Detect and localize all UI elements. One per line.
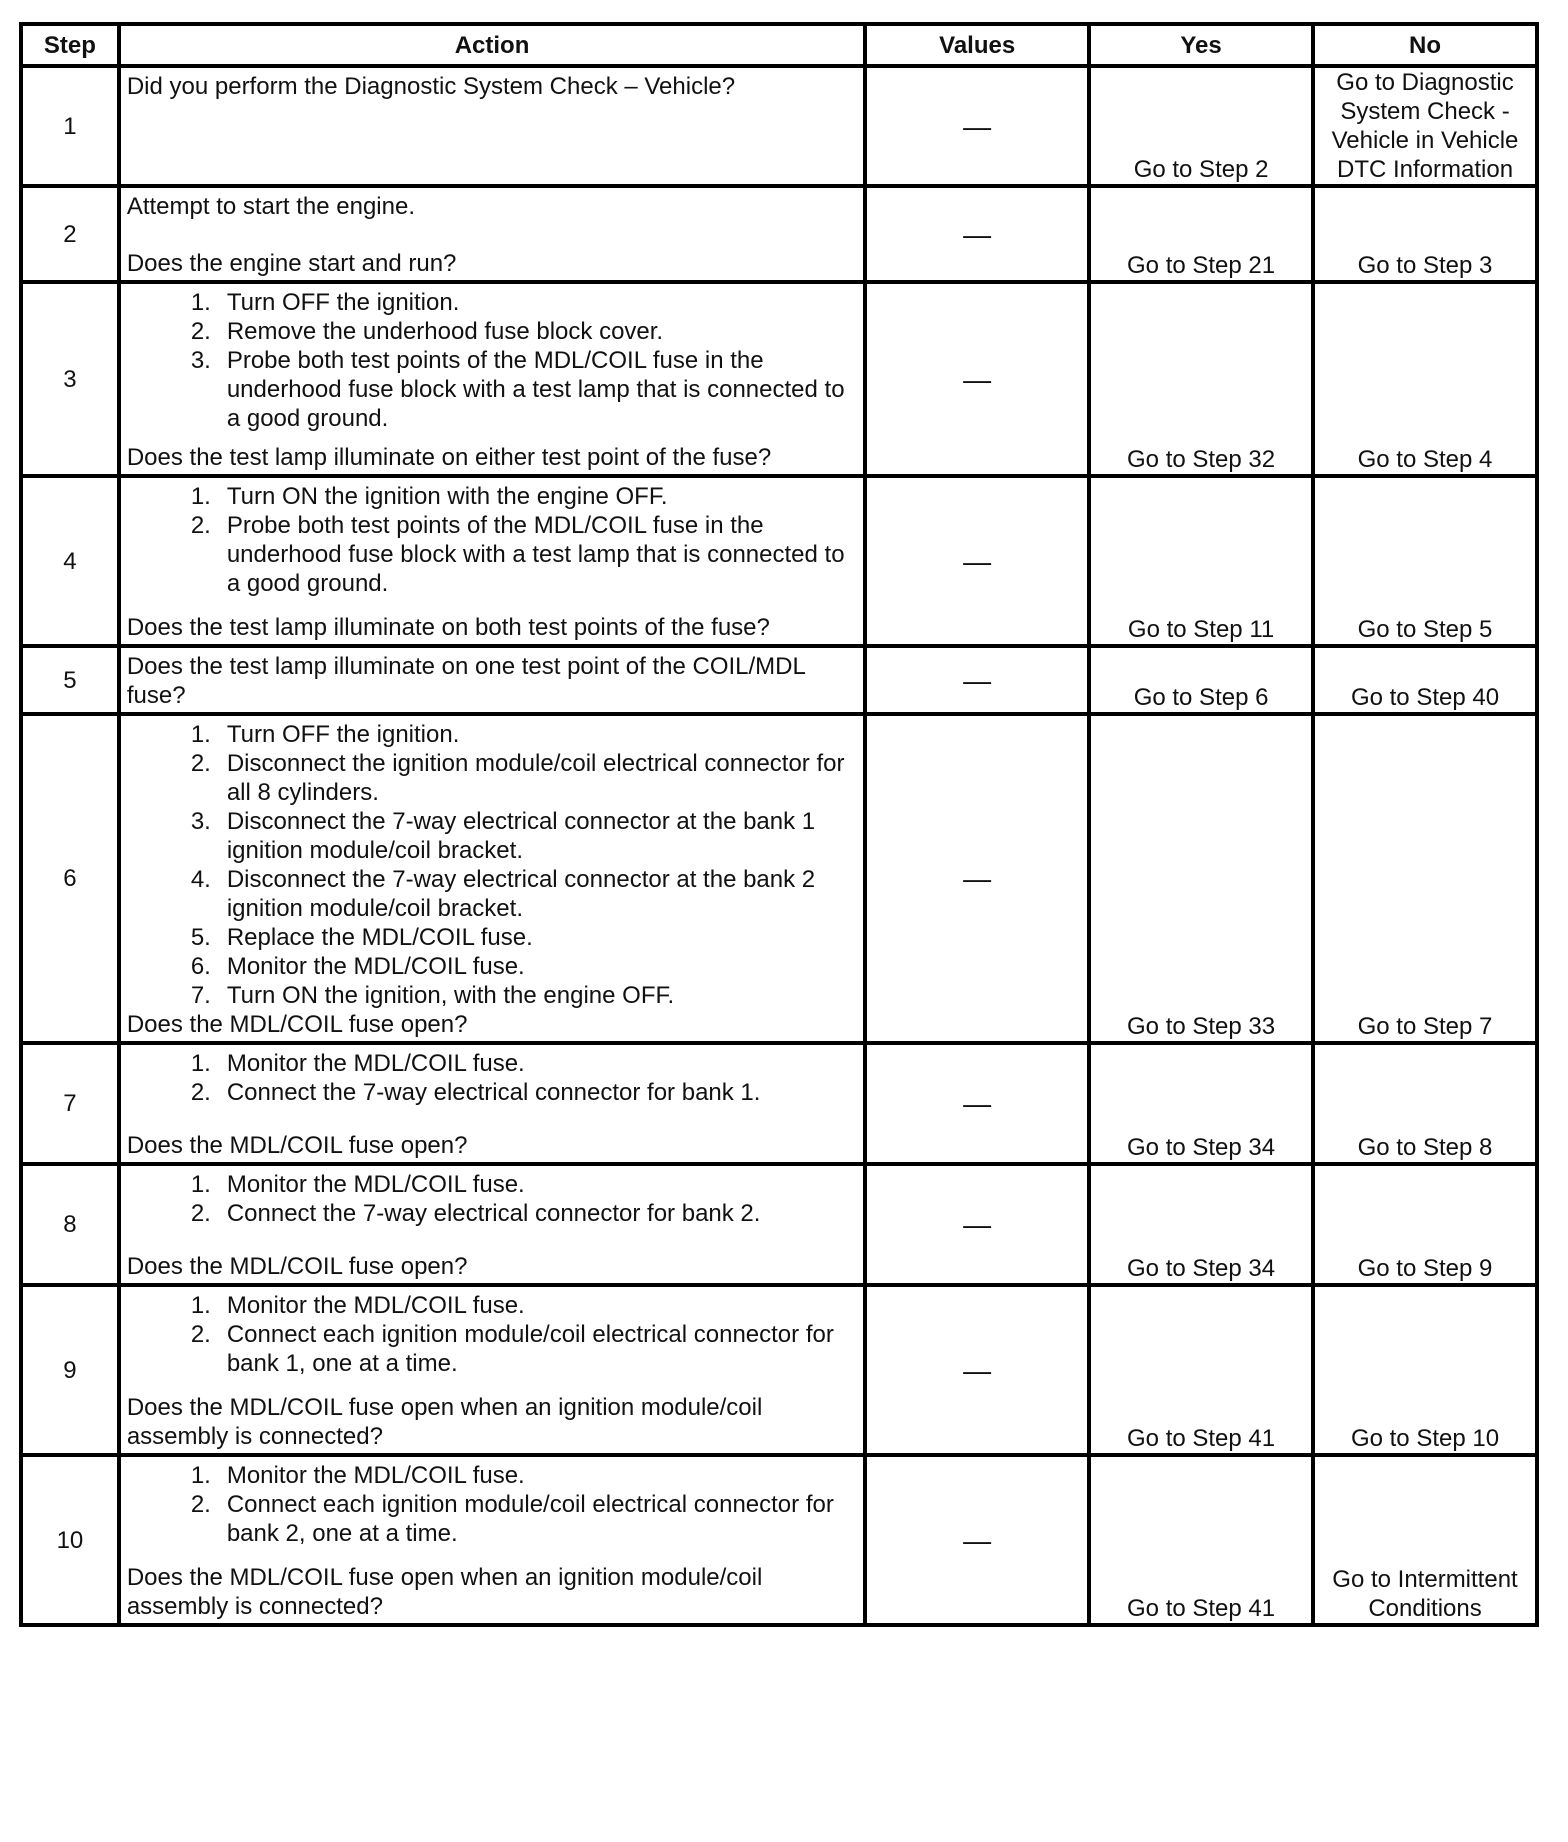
substep-item xyxy=(127,288,857,317)
values-cell: — xyxy=(865,282,1089,476)
substep-item xyxy=(127,511,857,598)
substep-number: 1. xyxy=(190,289,211,316)
yes-result: Go to Step 34 xyxy=(1089,1043,1313,1164)
substep-text: Turn OFF the ignition. xyxy=(226,721,460,748)
action-instructions xyxy=(127,1461,857,1548)
substep-number: 2. xyxy=(190,512,211,539)
action-question: Did you perform the Diagnostic System Check – Vehicle? xyxy=(126,73,736,100)
action-instructions xyxy=(127,482,857,598)
yes-result: Go to Step 41 xyxy=(1089,1285,1313,1455)
step-number: 4 xyxy=(21,476,119,646)
header-step: Step xyxy=(21,24,119,66)
substep-text: Disconnect the 7-way electrical connector at the bank 1 ignition module/coil bracket. xyxy=(226,808,816,864)
no-result: Go to Step 3 xyxy=(1313,186,1537,282)
substep-text: Connect the 7-way electrical connector for bank 2. xyxy=(226,1200,761,1227)
table-row xyxy=(21,476,1537,646)
substep-text: Monitor the MDL/COIL fuse. xyxy=(226,1050,525,1077)
no-result: Go to Diagnostic System Check - Vehicle in Vehicle DTC Information xyxy=(1313,66,1537,186)
substep-item xyxy=(127,1291,857,1320)
substep-list xyxy=(127,1461,857,1548)
step-number: 3 xyxy=(21,282,119,476)
action-question: Does the test lamp illuminate on both test points of the fuse? xyxy=(126,614,770,641)
substep-number: 2. xyxy=(190,1200,211,1227)
substep-item xyxy=(127,1199,857,1228)
action-cell xyxy=(119,646,865,714)
table-row xyxy=(21,1285,1537,1455)
substep-item xyxy=(127,317,857,346)
action-question: Does the MDL/COIL fuse open? xyxy=(126,1011,468,1038)
step-number: 6 xyxy=(21,714,119,1043)
action-cell xyxy=(119,1285,865,1455)
substep-text: Disconnect the 7-way electrical connector at the bank 2 ignition module/coil bracket. xyxy=(226,866,816,922)
no-result: Go to Step 4 xyxy=(1313,282,1537,476)
substep-number: 4. xyxy=(190,866,211,893)
header-action: Action xyxy=(119,24,865,66)
header-yes: Yes xyxy=(1089,24,1313,66)
action-instructions xyxy=(127,288,857,433)
action-content xyxy=(121,284,863,474)
substep-number: 2. xyxy=(190,750,211,777)
action-question: Does the engine start and run? xyxy=(126,250,457,277)
no-result: Go to Step 5 xyxy=(1313,476,1537,646)
yes-result: Go to Step 6 xyxy=(1089,646,1313,714)
yes-result: Go to Step 41 xyxy=(1089,1455,1313,1625)
substep-number: 1. xyxy=(190,721,211,748)
substep-text: Turn ON the ignition, with the engine OFF. xyxy=(226,982,675,1009)
step-number: 9 xyxy=(21,1285,119,1455)
table-row xyxy=(21,646,1537,714)
action-cell xyxy=(119,186,865,282)
action-instructions xyxy=(127,1049,857,1107)
table-row xyxy=(21,1164,1537,1285)
substep-list xyxy=(127,1049,857,1107)
header-values: Values xyxy=(865,24,1089,66)
substep-text: Probe both test points of the MDL/COIL fuse in the underhood fuse block with a test lamp that is connected to a good ground. xyxy=(226,512,845,597)
yes-result: Go to Step 21 xyxy=(1089,186,1313,282)
substep-number: 2. xyxy=(190,1321,211,1348)
substep-list xyxy=(127,1291,857,1378)
substep-item xyxy=(127,807,857,865)
action-intro: Attempt to start the engine. xyxy=(126,193,415,220)
table-row xyxy=(21,714,1537,1043)
values-cell: — xyxy=(865,186,1089,282)
action-content xyxy=(121,68,863,184)
substep-number: 5. xyxy=(190,924,211,951)
step-number: 2 xyxy=(21,186,119,282)
substep-text: Remove the underhood fuse block cover. xyxy=(226,318,664,345)
substep-number: 2. xyxy=(190,1491,211,1518)
values-cell: — xyxy=(865,1043,1089,1164)
substep-number: 3. xyxy=(190,808,211,835)
substep-list xyxy=(127,1170,857,1228)
substep-item xyxy=(127,1490,857,1548)
action-cell xyxy=(119,282,865,476)
substep-text: Turn ON the ignition with the engine OFF. xyxy=(226,483,668,510)
substep-item xyxy=(127,1049,857,1078)
substep-number: 1. xyxy=(190,483,211,510)
action-content xyxy=(121,1166,863,1283)
step-number: 5 xyxy=(21,646,119,714)
action-question: Does the MDL/COIL fuse open? xyxy=(126,1253,468,1280)
yes-result: Go to Step 11 xyxy=(1089,476,1313,646)
yes-result: Go to Step 2 xyxy=(1089,66,1313,186)
yes-result: Go to Step 33 xyxy=(1089,714,1313,1043)
values-cell: — xyxy=(865,1285,1089,1455)
substep-number: 1. xyxy=(190,1171,211,1198)
action-question: Does the MDL/COIL fuse open when an ignition module/coil assembly is connected? xyxy=(126,1564,763,1620)
action-question: Does the MDL/COIL fuse open when an ignition module/coil assembly is connected? xyxy=(126,1394,763,1450)
action-content xyxy=(121,716,863,1041)
substep-text: Turn OFF the ignition. xyxy=(226,289,460,316)
action-instructions xyxy=(127,720,857,1010)
step-number: 7 xyxy=(21,1043,119,1164)
action-cell xyxy=(119,476,865,646)
action-cell xyxy=(119,1164,865,1285)
substep-item xyxy=(127,865,857,923)
table-body xyxy=(21,66,1537,1625)
action-question: Does the test lamp illuminate on either test point of the fuse? xyxy=(126,444,772,471)
substep-item xyxy=(127,981,857,1010)
substep-text: Replace the MDL/COIL fuse. xyxy=(226,924,533,951)
no-result: Go to Intermittent Conditions xyxy=(1313,1455,1537,1625)
yes-result: Go to Step 34 xyxy=(1089,1164,1313,1285)
substep-number: 2. xyxy=(190,1079,211,1106)
substep-text: Connect each ignition module/coil electrical connector for bank 2, one at a time. xyxy=(226,1491,834,1547)
table-row xyxy=(21,186,1537,282)
values-cell: — xyxy=(865,714,1089,1043)
action-content xyxy=(121,1045,863,1162)
substep-item xyxy=(127,1461,857,1490)
substep-text: Monitor the MDL/COIL fuse. xyxy=(226,1292,525,1319)
yes-result: Go to Step 32 xyxy=(1089,282,1313,476)
action-instructions xyxy=(127,1170,857,1228)
no-result: Go to Step 9 xyxy=(1313,1164,1537,1285)
table-row xyxy=(21,282,1537,476)
table-row xyxy=(21,1455,1537,1625)
substep-number: 2. xyxy=(190,318,211,345)
table-row xyxy=(21,1043,1537,1164)
action-content xyxy=(121,1457,863,1623)
table-row xyxy=(21,66,1537,186)
action-content xyxy=(121,648,863,712)
action-content xyxy=(121,1287,863,1453)
substep-number: 7. xyxy=(190,982,211,1009)
substep-list xyxy=(127,288,857,433)
no-result: Go to Step 7 xyxy=(1313,714,1537,1043)
substep-text: Monitor the MDL/COIL fuse. xyxy=(226,1462,525,1489)
action-cell xyxy=(119,1043,865,1164)
values-cell: — xyxy=(865,66,1089,186)
action-cell xyxy=(119,66,865,186)
action-content xyxy=(121,188,863,280)
substep-item xyxy=(127,1170,857,1199)
values-cell: — xyxy=(865,1455,1089,1625)
action-cell xyxy=(119,1455,865,1625)
substep-text: Connect the 7-way electrical connector for bank 1. xyxy=(226,1079,761,1106)
substep-text: Connect each ignition module/coil electrical connector for bank 1, one at a time. xyxy=(226,1321,834,1377)
values-cell: — xyxy=(865,1164,1089,1285)
substep-list xyxy=(127,720,857,1010)
step-number: 10 xyxy=(21,1455,119,1625)
header-row xyxy=(21,24,1537,66)
action-question: Does the MDL/COIL fuse open? xyxy=(126,1132,468,1159)
substep-text: Monitor the MDL/COIL fuse. xyxy=(226,953,525,980)
step-number: 1 xyxy=(21,66,119,186)
substep-item xyxy=(127,1078,857,1107)
step-number: 8 xyxy=(21,1164,119,1285)
values-cell: — xyxy=(865,476,1089,646)
substep-list xyxy=(127,482,857,598)
diagnostic-table xyxy=(19,22,1539,1627)
header-no: No xyxy=(1313,24,1537,66)
substep-number: 1. xyxy=(190,1050,211,1077)
action-instructions xyxy=(127,1291,857,1378)
substep-item xyxy=(127,749,857,807)
values-cell: — xyxy=(865,646,1089,714)
substep-item xyxy=(127,720,857,749)
substep-item xyxy=(127,1320,857,1378)
no-result: Go to Step 40 xyxy=(1313,646,1537,714)
substep-item xyxy=(127,482,857,511)
action-content xyxy=(121,478,863,644)
substep-item xyxy=(127,952,857,981)
substep-number: 1. xyxy=(190,1292,211,1319)
substep-item xyxy=(127,923,857,952)
substep-text: Monitor the MDL/COIL fuse. xyxy=(226,1171,525,1198)
substep-number: 3. xyxy=(190,347,211,374)
action-instructions xyxy=(127,192,857,221)
no-result: Go to Step 10 xyxy=(1313,1285,1537,1455)
no-result: Go to Step 8 xyxy=(1313,1043,1537,1164)
substep-text: Disconnect the ignition module/coil electrical connector for all 8 cylinders. xyxy=(226,750,845,806)
action-question: Does the test lamp illuminate on one test point of the COIL/MDL fuse? xyxy=(126,653,805,709)
substep-number: 6. xyxy=(190,953,211,980)
substep-number: 1. xyxy=(190,1462,211,1489)
action-cell xyxy=(119,714,865,1043)
substep-item xyxy=(127,346,857,433)
substep-text: Probe both test points of the MDL/COIL fuse in the underhood fuse block with a test lamp that is connected to a good ground. xyxy=(226,347,845,432)
